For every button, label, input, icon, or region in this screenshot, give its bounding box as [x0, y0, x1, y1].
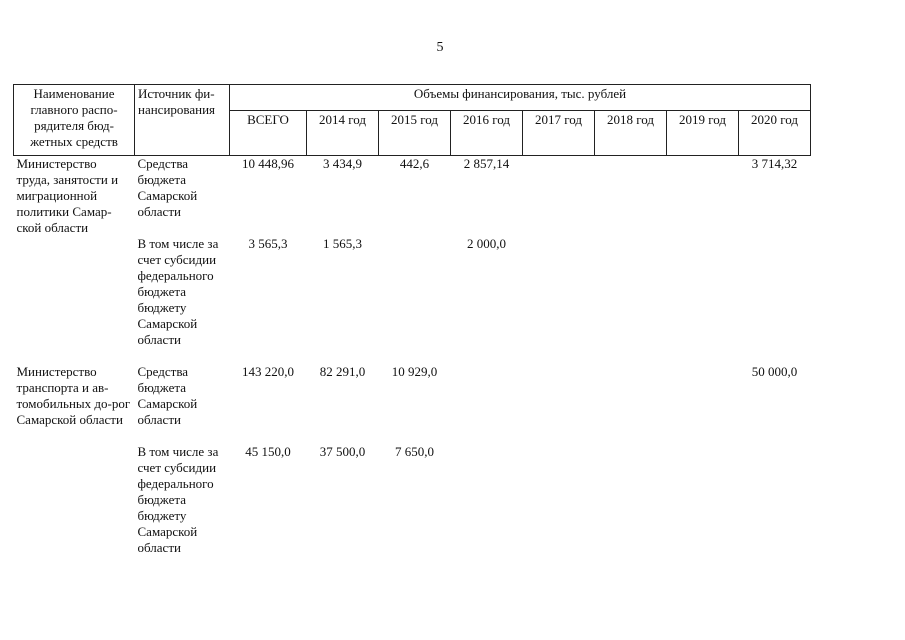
value-year: 3 434,9 [323, 156, 362, 171]
ministry-name: Министерство труда, занятости и миграционной политики Самар-ской области [16, 156, 119, 235]
header-total: ВСЕГО [230, 110, 307, 155]
value-year: 82 291,0 [319, 364, 366, 379]
header-year: 2018 год [595, 110, 667, 155]
header-year: 2015 год [379, 110, 451, 155]
header-year: 2016 год [451, 110, 523, 155]
page-number: 5 [436, 40, 444, 55]
value-year [523, 156, 595, 237]
table-row [14, 236, 811, 364]
funding-source: В том числе за счет субсидии федерального бюджета бюджету Самарской области [137, 444, 219, 555]
value-year [595, 236, 667, 364]
value-year [379, 236, 451, 364]
value-year: 2 857,14 [463, 156, 510, 171]
ministry-name [14, 444, 135, 564]
value-year: 37 500,0 [319, 444, 366, 459]
value-year [595, 156, 667, 237]
table-row [14, 364, 811, 444]
value-year [667, 236, 739, 364]
value-year [523, 444, 595, 564]
value-year: 10 929,0 [391, 364, 438, 379]
funding-source: Средства бюджета Самарской области [137, 364, 198, 427]
value-year [523, 236, 595, 364]
header-ministry: Наименование главного распо-рядителя бюд-жетных средств [14, 85, 135, 156]
header-source: Источник фи-нансирования [135, 85, 230, 156]
value-year: 1 565,3 [323, 236, 362, 251]
value-year: 50 000,0 [751, 364, 798, 379]
value-year: 7 650,0 [395, 444, 434, 459]
value-year [667, 156, 739, 237]
ministry-name [14, 236, 135, 364]
header-year: 2020 год [739, 110, 811, 155]
financing-table [13, 84, 811, 564]
ministry-name: Министерство транспорта и ав-томобильных до-рог Самарской области [16, 364, 131, 427]
value-year [451, 444, 523, 564]
table-row [14, 156, 811, 237]
value-year [451, 364, 523, 444]
funding-source: Средства бюджета Самарской области [137, 156, 198, 219]
value-total: 143 220,0 [242, 364, 294, 379]
header-year: 2014 год [307, 110, 379, 155]
header-year: 2019 год [667, 110, 739, 155]
header-year: 2017 год [523, 110, 595, 155]
value-year [739, 236, 811, 364]
value-year [595, 444, 667, 564]
value-total: 3 565,3 [248, 236, 288, 251]
table-row [14, 444, 811, 564]
value-year: 2 000,0 [467, 236, 506, 251]
value-year [739, 444, 811, 564]
value-total: 45 150,0 [245, 444, 291, 459]
value-year [523, 364, 595, 444]
value-year: 442,6 [399, 156, 430, 171]
value-year [595, 364, 667, 444]
value-year [667, 364, 739, 444]
funding-source: В том числе за счет субсидии федерального бюджета бюджету Самарской области [137, 236, 219, 347]
header-volumes: Объемы финансирования, тыс. рублей [230, 85, 811, 111]
value-total: 10 448,96 [242, 156, 294, 171]
value-year [667, 444, 739, 564]
value-year: 3 714,32 [751, 156, 798, 171]
